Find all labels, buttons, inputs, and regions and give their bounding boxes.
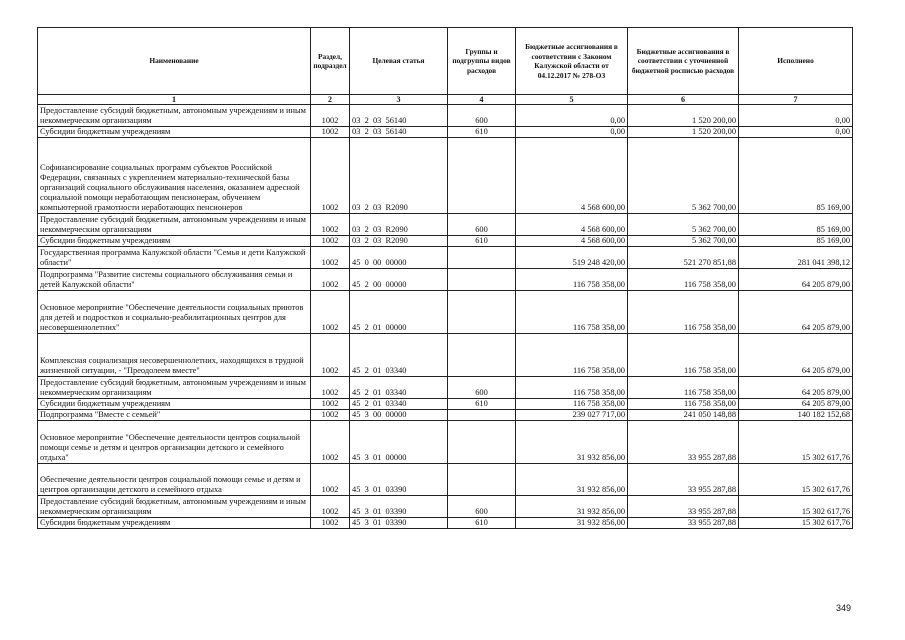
row-law-allocation: 239 027 717,00 [516, 410, 628, 421]
row-roster-allocation: 241 050 148,88 [628, 410, 739, 421]
row-expense-type: 600 [448, 496, 516, 518]
row-expense-type: 600 [448, 214, 516, 236]
table-row [38, 518, 853, 529]
row-name: Предоставление субсидий бюджетным, автономным учреждениям и иным некоммерческим организациям [38, 105, 311, 127]
row-executed: 15 302 617,76 [739, 518, 853, 529]
row-section: 1002 [311, 410, 350, 421]
row-law-allocation: 116 758 358,00 [516, 334, 628, 377]
row-section: 1002 [311, 105, 350, 127]
row-article: 03 2 03 R2090 [350, 138, 448, 214]
header-row [38, 28, 853, 95]
table-row [38, 291, 853, 334]
row-roster-allocation: 5 362 700,00 [628, 236, 739, 247]
row-name: Комплексная социализация несовершеннолетних, находящихся в трудной жизненной ситуации, - "Преодолеем вместе" [38, 334, 311, 377]
row-executed: 0,00 [739, 105, 853, 127]
table-row [38, 496, 853, 518]
column-number: 4 [448, 95, 516, 105]
table-row [38, 127, 853, 138]
row-section: 1002 [311, 269, 350, 291]
row-executed: 64 205 879,00 [739, 377, 853, 399]
column-number: 7 [739, 95, 853, 105]
row-name: Предоставление субсидий бюджетным, автономным учреждениям и иным некоммерческим организациям [38, 377, 311, 399]
row-law-allocation: 31 932 856,00 [516, 518, 628, 529]
header-name: Наименование [38, 28, 311, 95]
row-roster-allocation: 521 270 851,88 [628, 247, 739, 269]
row-law-allocation: 116 758 358,00 [516, 377, 628, 399]
row-executed: 15 302 617,76 [739, 464, 853, 496]
row-roster-allocation: 33 955 287,88 [628, 518, 739, 529]
row-executed: 15 302 617,76 [739, 496, 853, 518]
row-expense-type: 610 [448, 236, 516, 247]
row-name: Субсидии бюджетным учреждениям [38, 236, 311, 247]
row-expense-type: 610 [448, 518, 516, 529]
row-article: 03 2 03 R2090 [350, 214, 448, 236]
row-expense-type: 610 [448, 127, 516, 138]
row-article: 45 2 01 03340 [350, 377, 448, 399]
row-law-allocation: 4 568 600,00 [516, 236, 628, 247]
row-expense-type [448, 138, 516, 214]
table-row [38, 421, 853, 464]
row-name: Предоставление субсидий бюджетным, автономным учреждениям и иным некоммерческим организациям [38, 496, 311, 518]
header-roster-allocation: Бюджетные ассигнования в соответствии с уточненной бюджетной росписью расходов [628, 28, 739, 95]
row-executed: 85 169,00 [739, 138, 853, 214]
row-section: 1002 [311, 377, 350, 399]
row-roster-allocation: 116 758 358,00 [628, 399, 739, 410]
row-roster-allocation: 5 362 700,00 [628, 138, 739, 214]
column-number: 2 [311, 95, 350, 105]
row-name: Субсидии бюджетным учреждениям [38, 127, 311, 138]
table-row [38, 399, 853, 410]
row-article: 45 3 01 03390 [350, 496, 448, 518]
row-article: 03 2 03 56140 [350, 105, 448, 127]
row-executed: 15 302 617,76 [739, 421, 853, 464]
row-executed: 64 205 879,00 [739, 334, 853, 377]
header-law-allocation: Бюджетные ассигнования в соответствии с Законом Калужской области от 04.12.2017 № 278-ОЗ [516, 28, 628, 95]
row-article: 45 0 00 00000 [350, 247, 448, 269]
row-section: 1002 [311, 334, 350, 377]
header-section: Раздел, подраздел [311, 28, 350, 95]
row-name: Предоставление субсидий бюджетным, автономным учреждениям и иным некоммерческим организациям [38, 214, 311, 236]
row-law-allocation: 31 932 856,00 [516, 421, 628, 464]
row-section: 1002 [311, 127, 350, 138]
row-name: Подпрограмма "Развитие системы социального обслуживания семьи и детей Калужской области" [38, 269, 311, 291]
row-article: 03 2 03 R2090 [350, 236, 448, 247]
row-section: 1002 [311, 421, 350, 464]
table-body [38, 105, 853, 529]
table-row [38, 269, 853, 291]
row-roster-allocation: 116 758 358,00 [628, 291, 739, 334]
row-roster-allocation: 116 758 358,00 [628, 269, 739, 291]
row-section: 1002 [311, 214, 350, 236]
column-number: 3 [350, 95, 448, 105]
table-row [38, 377, 853, 399]
row-executed: 85 169,00 [739, 236, 853, 247]
row-article: 45 2 01 03340 [350, 334, 448, 377]
row-article: 45 2 00 00000 [350, 269, 448, 291]
row-roster-allocation: 1 520 200,00 [628, 127, 739, 138]
row-section: 1002 [311, 496, 350, 518]
table-row [38, 247, 853, 269]
row-roster-allocation: 5 362 700,00 [628, 214, 739, 236]
row-name: Софинансирование социальных программ субъектов Российской Федерации, связанных с укреплением материально-технической базы организаций социального обслуживания населения, оказанием адресной социальной помощи неработающим пенсионерам, обучением компьютерной грамотности неработающих пенсионеров [38, 138, 311, 214]
column-number: 6 [628, 95, 739, 105]
row-executed: 0,00 [739, 127, 853, 138]
row-expense-type [448, 334, 516, 377]
table-row [38, 105, 853, 127]
row-executed: 85 169,00 [739, 214, 853, 236]
row-article: 03 2 03 56140 [350, 127, 448, 138]
row-executed: 64 205 879,00 [739, 291, 853, 334]
row-expense-type [448, 410, 516, 421]
row-name: Подпрограмма "Вместе с семьей" [38, 410, 311, 421]
row-article: 45 3 01 03390 [350, 518, 448, 529]
table-row [38, 236, 853, 247]
page-number: 349 [836, 603, 852, 613]
row-section: 1002 [311, 518, 350, 529]
row-name: Субсидии бюджетным учреждениям [38, 518, 311, 529]
row-executed: 281 041 398,12 [739, 247, 853, 269]
table-row [38, 138, 853, 214]
row-expense-type [448, 464, 516, 496]
row-section: 1002 [311, 138, 350, 214]
row-expense-type [448, 247, 516, 269]
header-expense-type: Группы и подгруппы видов расходов [448, 28, 516, 95]
row-law-allocation: 116 758 358,00 [516, 291, 628, 334]
row-name: Основное мероприятие "Обеспечение деятельности социальных приютов для детей и подростков и социально-реабилитационных центров для несовершеннолетних" [38, 291, 311, 334]
table-row [38, 334, 853, 377]
row-article: 45 3 00 00000 [350, 410, 448, 421]
table-row [38, 464, 853, 496]
row-law-allocation: 519 248 420,00 [516, 247, 628, 269]
header-article: Целевая статья [350, 28, 448, 95]
row-name: Обеспечение деятельности центров социальной помощи семье и детям и центров организации детского и семейного отдыха [38, 464, 311, 496]
row-section: 1002 [311, 291, 350, 334]
row-expense-type [448, 269, 516, 291]
row-expense-type: 600 [448, 105, 516, 127]
row-law-allocation: 0,00 [516, 105, 628, 127]
row-name: Субсидии бюджетным учреждениям [38, 399, 311, 410]
row-expense-type [448, 421, 516, 464]
row-roster-allocation: 1 520 200,00 [628, 105, 739, 127]
row-article: 45 3 01 00000 [350, 421, 448, 464]
row-law-allocation: 116 758 358,00 [516, 399, 628, 410]
column-number-row [38, 95, 853, 105]
row-section: 1002 [311, 236, 350, 247]
row-roster-allocation: 33 955 287,88 [628, 464, 739, 496]
row-roster-allocation: 116 758 358,00 [628, 377, 739, 399]
row-article: 45 2 01 00000 [350, 291, 448, 334]
budget-table [37, 27, 853, 529]
table-row [38, 410, 853, 421]
row-article: 45 3 01 03390 [350, 464, 448, 496]
row-expense-type: 600 [448, 377, 516, 399]
row-section: 1002 [311, 464, 350, 496]
row-section: 1002 [311, 399, 350, 410]
row-executed: 64 205 879,00 [739, 399, 853, 410]
row-law-allocation: 116 758 358,00 [516, 269, 628, 291]
row-law-allocation: 4 568 600,00 [516, 214, 628, 236]
table-row [38, 214, 853, 236]
row-name: Государственная программа Калужской области "Семья и дети Калужской области" [38, 247, 311, 269]
row-law-allocation: 31 932 856,00 [516, 496, 628, 518]
row-law-allocation: 31 932 856,00 [516, 464, 628, 496]
row-executed: 64 205 879,00 [739, 269, 853, 291]
row-roster-allocation: 116 758 358,00 [628, 334, 739, 377]
row-law-allocation: 0,00 [516, 127, 628, 138]
row-executed: 140 182 152,68 [739, 410, 853, 421]
row-law-allocation: 4 568 600,00 [516, 138, 628, 214]
row-expense-type [448, 291, 516, 334]
header-executed: Исполнено [739, 28, 853, 95]
row-name: Основное мероприятие "Обеспечение деятельности центров социальной помощи семье и детям и центров организации детского и семейного отдыха" [38, 421, 311, 464]
row-roster-allocation: 33 955 287,88 [628, 496, 739, 518]
row-expense-type: 610 [448, 399, 516, 410]
row-article: 45 2 01 03340 [350, 399, 448, 410]
column-number: 1 [38, 95, 311, 105]
row-roster-allocation: 33 955 287,88 [628, 421, 739, 464]
row-section: 1002 [311, 247, 350, 269]
column-number: 5 [516, 95, 628, 105]
